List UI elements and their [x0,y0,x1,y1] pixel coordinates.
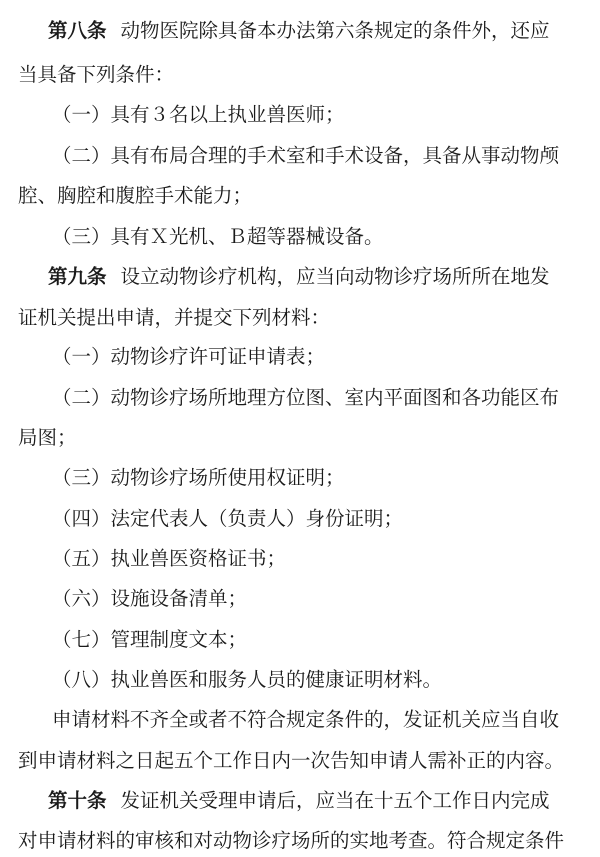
article-10-text-1: 发证机关受理申请后，应当在十五个工作日内完成 [120,789,550,812]
article-10-first-line [0,786,600,816]
article-9-text-2: 证机关提出申请，并提交下列材料： [18,306,331,329]
article-9-item-2b: 局图； [18,426,77,449]
article-9-text-1: 设立动物诊疗机构，应当向动物诊疗场所所在地发 [120,265,550,288]
article-9-item-8: （八）执业兽医和服务人员的健康证明材料。 [52,668,443,691]
article-10-heading: 第十条 [48,789,107,812]
article-9-item-6: （六）设施设备清单； [52,587,248,610]
article-9-item-5: （五）执业兽医资格证书； [52,547,287,570]
article-9-first-line [0,262,600,292]
article-9-note-1: 申请材料不齐全或者不符合规定条件的，发证机关应当自收 [52,708,560,731]
article-9-item-7: （七）管理制度文本； [52,628,248,651]
article-8-text-2: 当具备下列条件： [18,63,175,86]
article-9-item-3: （三）动物诊疗场所使用权证明； [52,466,345,489]
article-9-item-1: （一）动物诊疗许可证申请表； [52,345,326,368]
article-8-item-2a: （二）具有布局合理的手术室和手术设备，具备从事动物颅 [52,144,560,167]
article-9-item-4: （四）法定代表人（负责人）身份证明； [52,507,404,530]
article-8-first-line [0,16,600,46]
article-8-text-1: 动物医院除具备本办法第六条规定的条件外，还应 [120,19,550,42]
article-9-item-2a: （二）动物诊疗场所地理方位图、室内平面图和各功能区布 [52,386,560,409]
article-8-item-2b: 腔、胸腔和腹腔手术能力； [18,184,253,207]
article-10-text-2: 对申请材料的审核和对动物诊疗场所的实地考查。符合规定条件 [18,829,565,852]
article-8-item-1: （一）具有３名以上执业兽医师； [52,103,345,126]
article-9-heading: 第九条 [48,265,107,288]
article-8-heading: 第八条 [48,19,107,42]
article-9-note-2: 到申请材料之日起五个工作日内一次告知申请人需补正的内容。 [18,749,565,772]
article-8-item-3: （三）具有Ｘ光机、Ｂ超等器械设备。 [52,225,384,248]
